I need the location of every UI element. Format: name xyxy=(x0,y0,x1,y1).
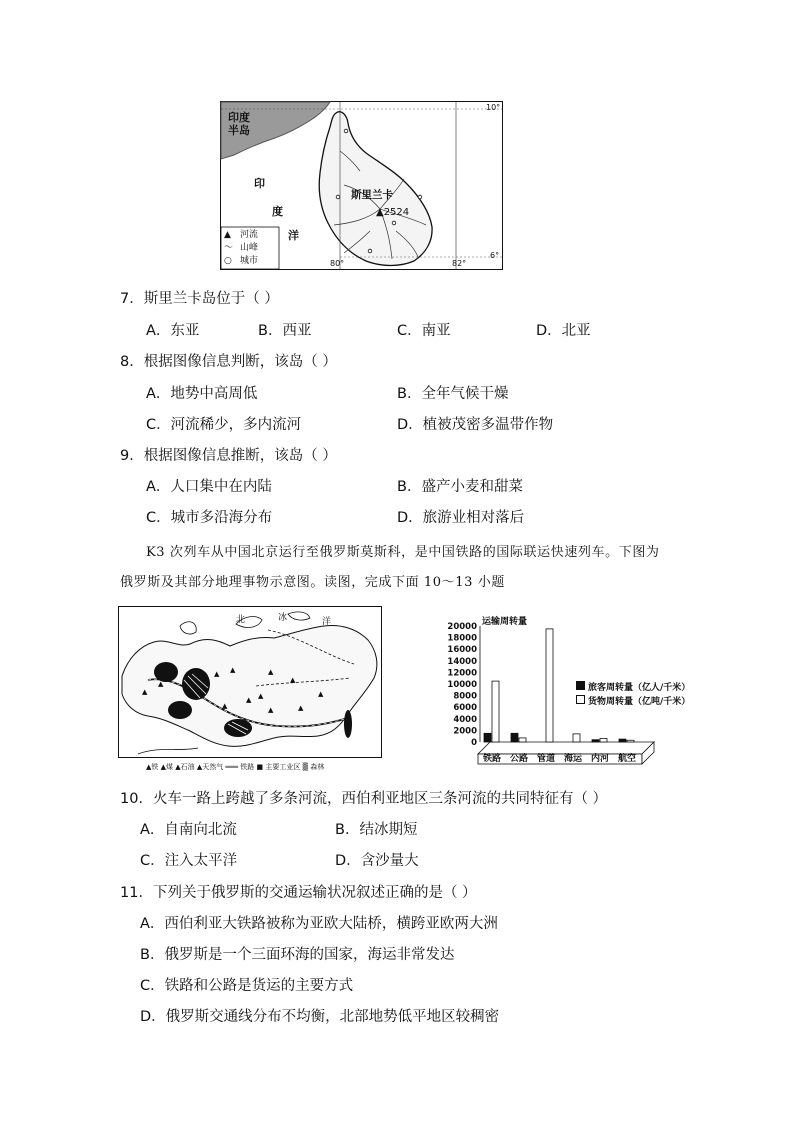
legend-label: 城市 xyxy=(240,256,259,266)
legend-symbol: ○ xyxy=(224,256,232,266)
q11-option-c[interactable]: C．铁路和公路是货运的主要方式 xyxy=(140,978,354,994)
bar-cargo-5 xyxy=(627,740,634,742)
label-arctic-1: 北 xyxy=(236,615,246,625)
y-tick-label: 18000 xyxy=(447,633,477,644)
svg-text:▲: ▲ xyxy=(142,688,148,696)
y-tick-label: 20000 xyxy=(447,622,477,632)
category-label: 铁路 xyxy=(482,754,502,764)
label-arctic-2: 冰 xyxy=(278,613,288,623)
srilanka-legend xyxy=(224,229,278,268)
q7-option-d[interactable]: D．北亚 xyxy=(536,323,591,339)
q10-option-b[interactable]: B．结冰期短 xyxy=(335,822,418,838)
question-7-stem: 7．斯里兰卡岛位于（ ） xyxy=(120,291,279,307)
q11-option-d[interactable]: D．俄罗斯交通线分布不均衡，北部地势低平地区较稠密 xyxy=(140,1009,500,1025)
legend-label-passenger: 旅客周转量（亿人/千米） xyxy=(588,683,691,693)
q10-option-a[interactable]: A．自南向北流 xyxy=(140,822,237,838)
sri-lanka-map xyxy=(220,101,503,270)
legend-swatch-passenger xyxy=(576,681,585,690)
bar-passenger-4 xyxy=(592,740,599,742)
y-tick-label: 8000 xyxy=(453,691,477,702)
bar-cargo-0 xyxy=(492,681,499,742)
bar-passenger-5 xyxy=(619,739,626,742)
y-tick-label: 10000 xyxy=(447,680,477,690)
svg-text:▲: ▲ xyxy=(290,676,296,684)
q7-option-b[interactable]: B．西亚 xyxy=(258,323,312,339)
q10-option-d[interactable]: D．含沙量大 xyxy=(335,853,419,869)
svg-text:▲: ▲ xyxy=(318,690,324,698)
legend-label: 河流 xyxy=(240,230,259,240)
y-tick-label: 6000 xyxy=(453,703,477,714)
category-label: 海运 xyxy=(563,754,583,764)
q8-option-c[interactable]: C．河流稀少，多内流河 xyxy=(146,417,302,433)
svg-text:▲: ▲ xyxy=(268,668,274,676)
label-ocean-1: 印 xyxy=(254,177,265,190)
svg-text:▲: ▲ xyxy=(298,704,304,712)
q9-option-a[interactable]: A．人口集中在内陆 xyxy=(146,479,272,495)
russia-map-svg xyxy=(118,606,382,758)
transport-chart xyxy=(436,614,691,766)
legend-symbol: ▲ xyxy=(224,230,231,240)
question-11-stem: 11．下列关于俄罗斯的交通运输状况叙述正确的是（ ） xyxy=(120,885,477,901)
question-9-stem: 9．根据图像信息推断，该岛（ ） xyxy=(120,448,337,464)
legend-label: 山峰 xyxy=(240,243,259,253)
bar-passenger-0 xyxy=(484,733,491,742)
q11-option-a[interactable]: A．西伯利亚大铁路被称为亚欧大陆桥，横跨亚欧两大洲 xyxy=(140,916,498,932)
q7-option-a[interactable]: A．东亚 xyxy=(146,323,200,339)
intro-line-1: K3 次列车从中国北京运行至俄罗斯莫斯科，是中国铁路的国际联运快速列车。下图为 xyxy=(146,545,660,560)
lat-6-label: 6° xyxy=(490,251,500,260)
label-ocean-3: 洋 xyxy=(288,229,299,242)
legend-symbol: ～ xyxy=(224,243,234,253)
label-peninsula-2: 半岛 xyxy=(228,124,250,137)
legend-row xyxy=(224,255,278,268)
bar-cargo-3 xyxy=(573,734,580,742)
legend-row xyxy=(224,242,278,255)
question-10-stem: 10．火车一路上跨越了多条河流，西伯利亚地区三条河流的共同特征有（ ） xyxy=(120,791,608,807)
y-tick-label: 2000 xyxy=(453,726,477,737)
category-label: 航空 xyxy=(617,754,637,764)
bar-cargo-4 xyxy=(600,739,607,742)
q9-option-c[interactable]: C．城市多沿海分布 xyxy=(146,510,273,526)
peak-label: ▲2524 xyxy=(376,207,410,218)
intro-line-2: 俄罗斯及其部分地理事物示意图。读图，完成下面 10～13 小题 xyxy=(120,575,505,590)
lon-80-label: 80° xyxy=(330,259,345,268)
svg-text:▲: ▲ xyxy=(268,706,274,714)
label-arctic-3: 洋 xyxy=(322,617,332,627)
q11-option-b[interactable]: B．俄罗斯是一个三面环海的国家，海运非常发达 xyxy=(140,947,455,963)
svg-text:▲: ▲ xyxy=(222,702,228,710)
russia-map xyxy=(118,606,382,758)
legend-label-cargo: 货物周转量（亿吨/千米） xyxy=(588,697,691,707)
russia-map-legend: ▲铁 ▲煤 ▲石油 ▲天然气 ═══ 铁路 ■ 主要工业区 ▒ 森林 xyxy=(146,763,325,771)
category-label: 内河 xyxy=(590,754,610,764)
category-label: 管道 xyxy=(536,754,556,764)
y-tick-label: 4000 xyxy=(453,714,477,725)
q8-option-a[interactable]: A．地势中高周低 xyxy=(146,386,258,402)
chart-legend-passenger xyxy=(576,680,690,693)
svg-text:▲: ▲ xyxy=(158,680,164,688)
y-tick-label: 12000 xyxy=(447,668,477,679)
label-country: 斯里兰卡 xyxy=(351,189,393,201)
chart-title: 运输周转量 xyxy=(482,617,528,627)
q8-option-b[interactable]: B．全年气候干燥 xyxy=(397,386,509,402)
label-ocean-2: 度 xyxy=(272,205,283,218)
y-tick-label: 14000 xyxy=(447,656,477,667)
svg-text:▲: ▲ xyxy=(258,692,264,700)
question-8-stem: 8．根据图像信息判断，该岛（ ） xyxy=(120,354,337,370)
lat-10-label: 10° xyxy=(486,103,501,112)
q8-option-d[interactable]: D．植被茂密多温带作物 xyxy=(397,417,554,433)
svg-text:▲: ▲ xyxy=(246,696,252,704)
legend-row xyxy=(224,229,278,242)
svg-text:▲: ▲ xyxy=(214,670,220,678)
legend-swatch-cargo xyxy=(576,695,585,704)
y-tick-label: 16000 xyxy=(447,645,477,656)
category-label: 公路 xyxy=(509,754,529,764)
bar-cargo-1 xyxy=(519,738,526,742)
label-peninsula-1: 印度 xyxy=(228,111,250,124)
chart-legend-cargo xyxy=(576,694,690,707)
q10-option-c[interactable]: C．注入太平洋 xyxy=(140,853,238,869)
q7-option-c[interactable]: C．南亚 xyxy=(397,323,451,339)
lon-82-label: 82° xyxy=(452,259,467,268)
bar-passenger-1 xyxy=(511,733,518,742)
svg-text:▲: ▲ xyxy=(230,666,236,674)
bar-cargo-2 xyxy=(546,629,553,742)
q9-option-d[interactable]: D．旅游业相对落后 xyxy=(397,510,525,526)
y-tick-label: 0 xyxy=(471,738,477,748)
q9-option-b[interactable]: B．盛产小麦和甜菜 xyxy=(397,479,523,495)
